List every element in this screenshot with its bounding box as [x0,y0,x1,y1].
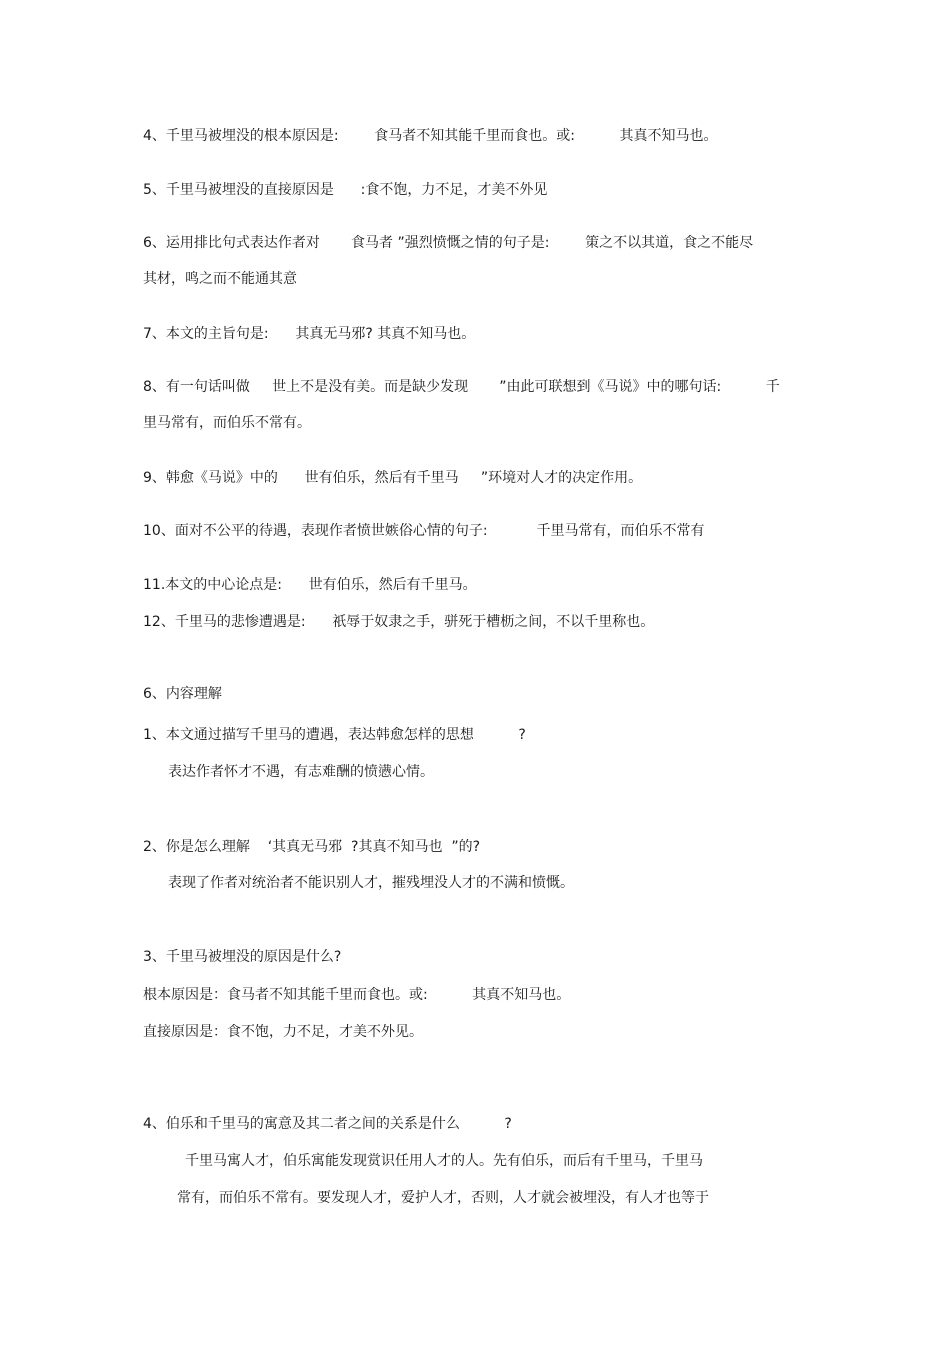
line-q8-saying: 8、有一句话叫做 世上不是没有美。而是缺少发现 ”由此可联想到《马说》中的哪句话: 千 [143,379,780,395]
line-cq4-question: 4、伯乐和千里马的寓意及其二者之间的关系是什么 ? [143,1116,512,1132]
line-q4-root-cause: 4、千里马被埋没的根本原因是: 食马者不知其能千里而食也。或: 其真不知马也。 [143,128,718,144]
line-cq2-answer: 表现了作者对统治者不能识别人才，摧残埋没人才的不满和愤慨。 [168,875,574,891]
line-q7-theme-sentence: 7、本文的主旨句是: 其真无马邪? 其真不知马也。 [143,326,476,342]
line-cq4-answer-2: 常有，而伯乐不常有。要发现人才，爱护人才，否则，人才就会被埋没，有人才也等于 [177,1190,709,1206]
line-cq3-answer-root: 根本原因是：食马者不知其能千里而食也。或: 其真不知马也。 [143,987,571,1003]
line-cq2-question: 2、你是怎么理解 ‘其真无马邪 ?其真不知马也 ”的? [143,839,481,855]
line-cq3-answer-direct: 直接原因是：食不饱，力不足，才美不外见。 [143,1024,423,1040]
line-q12-tragic-fate: 12、千里马的悲惨遭遇是: 祇辱于奴隶之手，骈死于槽枥之间，不以千里称也。 [143,614,655,630]
line-q9-environment: 9、韩愈《马说》中的 世有伯乐，然后有千里马 ”环境对人才的决定作用。 [143,470,643,486]
line-cq4-answer-1: 千里马寓人才，伯乐寓能发现赏识任用人才的人。先有伯乐，而后有千里马，千里马 [185,1153,703,1169]
line-cq1-question: 1、本文通过描写千里马的遭遇，表达韩愈怎样的思想 ? [143,727,526,743]
line-q11-central-argument: 11.本文的中心论点是: 世有伯乐，然后有千里马。 [143,577,477,593]
line-q10-indignation: 10、面对不公平的待遇，表现作者愤世嫉俗心情的句子: 千里马常有，而伯乐不常有 [143,523,705,539]
line-q6-continuation: 其材，鸣之而不能通其意 [143,271,297,287]
line-cq1-answer: 表达作者怀才不遇，有志难酬的愤懑心情。 [168,764,434,780]
line-q6-parallel-sentence: 6、运用排比句式表达作者对 食马者 ”强烈愤慨之情的句子是: 策之不以其道，食之不能尽 [143,235,754,251]
section-heading-content-understanding: 6、内容理解 [143,686,222,702]
line-q8-continuation: 里马常有，而伯乐不常有。 [143,415,311,431]
line-q5-direct-cause: 5、千里马被埋没的直接原因是 :食不饱，力不足，才美不外见 [143,182,548,198]
line-cq3-question: 3、千里马被埋没的原因是什么? [143,949,342,965]
